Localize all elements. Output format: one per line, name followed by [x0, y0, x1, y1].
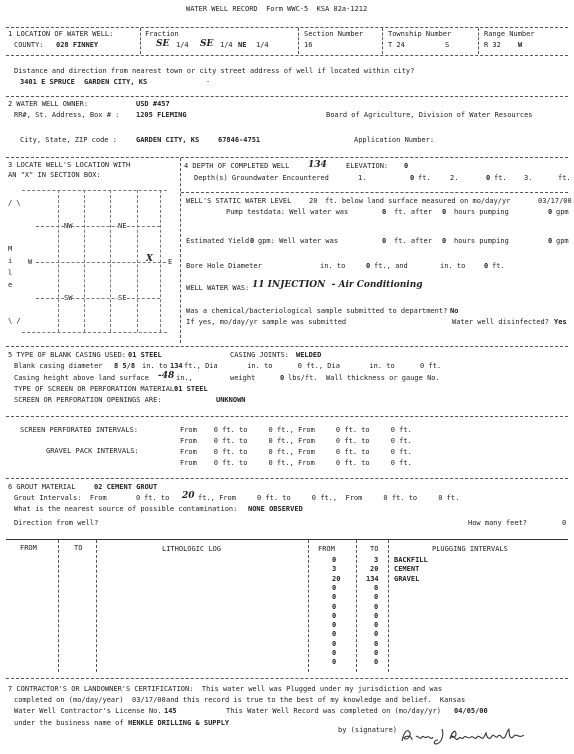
quarter1-value: SE — [156, 39, 170, 49]
plug-to-cell: 0 — [374, 630, 379, 639]
groundwater-2-num: 2. — [450, 174, 459, 182]
divider — [6, 96, 568, 97]
plug-from-cell: 3 — [332, 565, 337, 574]
signature — [398, 725, 538, 747]
owner-zip: 67846-4751 — [218, 136, 261, 144]
section-number-label: Section Number — [304, 30, 364, 38]
plug-to-cell: 3 — [374, 556, 379, 564]
quarter3-value: NE — [238, 41, 247, 49]
quarter2-value: SE — [200, 39, 214, 49]
groundwater-label: Depth(s) Groundwater Encountered — [194, 174, 329, 182]
address-dash: - — [206, 78, 211, 86]
bore-hole-label: Bore Hole Diameter — [186, 262, 262, 270]
lithologic-log-header: LITHOLOGIC LOG — [162, 545, 222, 553]
divider — [96, 540, 97, 672]
pump-test-after: ft. after — [394, 208, 432, 216]
static-water-date: 03/17/00 — [538, 197, 572, 205]
county-value: 028 FINNEY — [56, 41, 99, 49]
owner-label: 2 WATER WELL OWNER: — [8, 100, 89, 108]
divider — [356, 540, 357, 672]
record-completed-date: 04/05/00 — [454, 707, 488, 715]
divider — [6, 416, 568, 417]
yield-gpm-value: 0 — [548, 237, 553, 245]
certification-completed-label: completed on (mo/day/year) — [14, 696, 124, 704]
plug-from-header: FROM — [318, 545, 335, 553]
chemical-sample-label: Was a chemical/bacteriological sample submitted to department? — [186, 307, 448, 315]
divider — [308, 540, 309, 672]
pump-test-hours-label: hours pumping — [454, 208, 509, 216]
compass-slash-top: / \ — [8, 199, 21, 207]
grout-rest: ft., From 0 ft. to 0 ft., From 0 ft. to 0 ft. — [198, 494, 460, 502]
quarter1-suffix: 1/4 — [176, 41, 189, 49]
plug-from-cell: 0 — [332, 639, 337, 648]
locate-label-line1: 3 LOCATE WELL'S LOCATION WITH — [8, 161, 131, 169]
well-city: GARDEN CITY, KS — [84, 78, 148, 86]
section-box-bottom — [22, 332, 167, 333]
elevation-value: 0 — [404, 162, 409, 170]
divider — [388, 540, 389, 672]
divider — [6, 539, 568, 540]
plug-material-cell: GRAVEL — [394, 574, 420, 583]
interval-row: From 0 ft. to 0 ft., From 0 ft. to 0 ft. — [180, 448, 412, 456]
divider — [6, 55, 568, 56]
plugging-intervals-header: PLUGGING INTERVALS — [432, 545, 508, 553]
divider — [180, 158, 181, 343]
casing-weight-label: weight — [230, 374, 256, 382]
range-direction: W — [518, 41, 523, 49]
pump-test-gpm-unit: gpm — [556, 208, 569, 216]
interval-row: From 0 ft. to 0 ft., From 0 ft. to 0 ft. — [180, 459, 412, 467]
screen-material-label: TYPE OF SCREEN OR PERFORATION MATERIAL: — [14, 385, 179, 393]
quarter3-suffix: 1/4 — [256, 41, 269, 49]
application-number-label: Application Number: — [354, 136, 435, 144]
plug-material-cell: CEMENT — [394, 565, 420, 574]
plug-from-cell: 0 — [332, 630, 337, 639]
certification-line1: 7 CONTRACTOR'S OR LANDOWNER'S CERTIFICATION: This water well was Plugged under my jurisdiction and was — [8, 685, 443, 693]
groundwater-3-num: 3. — [524, 174, 533, 182]
mile-label-l: l — [8, 269, 13, 277]
well-location-mark: X — [146, 254, 153, 264]
form-title: WATER WELL RECORD Form WWC-5 KSA 82a-1212 — [186, 5, 368, 13]
plug-from-cell: 0 — [332, 611, 337, 620]
section-box-grid — [36, 298, 160, 299]
record-completed-label: This Water Well Record was completed on (mo/day/yr) — [226, 707, 441, 715]
mile-label-m: M — [8, 245, 13, 253]
groundwater-2-unit: ft. — [494, 174, 507, 182]
pump-test-gpm-value: 0 — [548, 208, 553, 216]
casing-diameter-label: Blank casing diameter — [14, 362, 103, 370]
sw-label: SW — [64, 294, 73, 302]
casing-height-value: -48 — [158, 371, 175, 381]
grout-material-label: 6 GROUT MATERIAL — [8, 483, 76, 491]
city-state-zip-label: City, State, ZIP code : — [20, 136, 117, 144]
grout-from: 0 — [136, 494, 141, 502]
township-value: T 24 — [388, 41, 405, 49]
depth-label: 4 DEPTH OF COMPLETED WELL — [184, 162, 290, 170]
nw-label: NW — [64, 222, 73, 230]
screen-openings-label: SCREEN OR PERFORATION OPENINGS ARE: — [14, 396, 162, 404]
plug-to-cell: 0 — [374, 611, 379, 620]
signature-label: by (signature) — [338, 726, 398, 734]
divider — [6, 478, 568, 479]
range-label: Range Number — [484, 30, 535, 38]
groundwater-1-value: 0 — [410, 174, 415, 182]
plug-from-cell: 0 — [332, 593, 337, 602]
divider — [6, 678, 568, 679]
plug-from-cell: 0 — [332, 621, 337, 630]
bore-hole-ft-2: 0 — [484, 262, 489, 270]
casing-weight-rest: lbs/ft. Wall thickness or gauge No. — [288, 374, 440, 382]
grout-to-label: ft. to — [144, 494, 170, 502]
business-label: under the business name of — [14, 719, 124, 727]
plug-to-cell: 20 — [370, 565, 379, 574]
se-label: SE — [118, 294, 127, 302]
casing-joints-value: WELDED — [296, 351, 322, 359]
yield-hours: 0 — [442, 237, 447, 245]
section-box-grid — [58, 190, 59, 332]
township-label: Township Number — [388, 30, 452, 38]
sample-date-label: If yes, mo/day/yr sample was submitted — [186, 318, 347, 326]
static-water-label: WELL'S STATIC WATER LEVEL — [186, 197, 292, 205]
bore-hole-and: ft., and — [374, 262, 408, 270]
estimated-yield-rest: gpm: Well water was — [258, 237, 339, 245]
compass-slash-bottom: \ / — [8, 317, 21, 325]
casing-weight-value: 0 — [280, 374, 285, 382]
plug-from-cell: 0 — [332, 583, 337, 592]
plug-from-cell: 0 — [332, 556, 337, 564]
yield-gpm-unit: gpm — [556, 237, 569, 245]
divider — [181, 192, 568, 193]
owner-street: 1205 FLEMING — [136, 111, 187, 119]
street-label: RR#, St. Address, Box # : — [14, 111, 120, 119]
certification-line2-rest: and this record is true to the best of my knowledge and belief. Kansas — [166, 696, 466, 704]
east-label: E — [168, 258, 173, 266]
location-label: 1 LOCATION OF WATER WELL: — [8, 30, 114, 38]
gravel-intervals-label: GRAVEL PACK INTERVALS: — [46, 447, 139, 455]
divider — [6, 157, 568, 158]
disinfected-label: Water well disinfected? — [452, 318, 549, 326]
well-address: 3401 E SPRUCE — [20, 78, 75, 86]
pump-test-level: 0 — [382, 208, 387, 216]
plug-to-cell: 134 — [366, 574, 379, 583]
certification-completed-date: 03/17/00 — [132, 696, 166, 704]
yield-hours-label: hours pumping — [454, 237, 509, 245]
divider — [382, 28, 383, 54]
bore-hole-in-to: in. to — [320, 262, 346, 270]
bore-hole-ft: 0 — [366, 262, 371, 270]
section-box-grid — [84, 190, 85, 332]
yield-level: 0 — [382, 237, 387, 245]
estimated-yield-label: Estimated Yield — [186, 237, 250, 245]
plug-to-cell: 0 — [374, 583, 379, 592]
divider — [478, 28, 479, 54]
screen-intervals-label: SCREEN PERFORATED INTERVALS: — [20, 426, 139, 434]
bore-hole-in-to-2: in. to — [440, 262, 466, 270]
divider — [58, 540, 59, 672]
distance-label: Distance and direction from nearest town or city street address of well if located within city? — [14, 67, 415, 75]
depth-value: 134 — [308, 160, 327, 170]
license-value: 145 — [164, 707, 177, 715]
estimated-yield-value: 0 — [250, 237, 255, 245]
groundwater-1-unit: ft. — [418, 174, 431, 182]
groundwater-2-value: 0 — [486, 174, 491, 182]
owner-city: GARDEN CITY, KS — [136, 136, 200, 144]
log-from-header: FROM — [20, 544, 37, 552]
plug-to-cell: 0 — [374, 658, 379, 667]
locate-label-line2: AN "X" IN SECTION BOX: — [8, 171, 101, 179]
well-use-value: 11 INJECTION - Air Conditioning — [252, 280, 423, 290]
plug-to-cell: 0 — [374, 639, 379, 648]
screen-material-value: 01 STEEL — [174, 385, 208, 393]
contamination-label: What is the nearest source of possible contamination: — [14, 505, 238, 513]
mile-label-i: i — [8, 257, 13, 265]
disinfected-value: Yes — [554, 318, 567, 326]
casing-diameter-ft: 134 — [170, 362, 183, 370]
divider — [6, 346, 568, 347]
static-water-value: 20 — [309, 197, 318, 205]
elevation-label: ELEVATION: — [346, 162, 389, 170]
pump-test-hours: 0 — [442, 208, 447, 216]
screen-openings-value: UNKNOWN — [216, 396, 246, 404]
plug-to-cell: 0 — [374, 602, 379, 611]
board-label: Board of Agriculture, Division of Water Resources — [326, 111, 533, 119]
interval-row: From 0 ft. to 0 ft., From 0 ft. to 0 ft. — [180, 437, 412, 445]
grout-intervals-label: Grout Intervals: From — [14, 494, 107, 502]
range-value: R 32 — [484, 41, 501, 49]
section-box-grid — [36, 226, 160, 227]
casing-diameter-in-to: in. to — [142, 362, 168, 370]
casing-diameter-rest: ft., Dia in. to 0 ft., Dia in. to 0 ft. — [184, 362, 442, 370]
mile-label-e: e — [8, 281, 13, 289]
township-direction: S — [445, 41, 450, 49]
plug-from-cell: 0 — [332, 602, 337, 611]
pump-test-label: Pump testdata: Well water was — [226, 208, 349, 216]
owner-name: USD #457 — [136, 100, 170, 108]
casing-joints-label: CASING JOINTS: — [230, 351, 290, 359]
plug-from-cell: 0 — [332, 649, 337, 657]
plug-to-cell: 0 — [374, 593, 379, 602]
casing-type-value: 01 STEEL — [128, 351, 162, 359]
divider — [140, 28, 141, 54]
plug-material-cell: BACKFILL — [394, 556, 428, 564]
casing-type-label: 5 TYPE OF BLANK CASING USED: — [8, 351, 127, 359]
casing-height-label: Casing height above land surface — [14, 374, 149, 382]
contamination-value: NONE OBSERVED — [248, 505, 303, 513]
plug-to-header: TO — [370, 545, 379, 553]
plug-from-cell: 20 — [332, 574, 341, 583]
section-box-top — [22, 190, 167, 191]
plug-to-cell: 0 — [374, 621, 379, 630]
license-label: Water Well Contractor's License No. — [14, 707, 162, 715]
groundwater-1-num: 1. — [358, 174, 367, 182]
divider — [298, 28, 299, 54]
groundwater-3-unit: ft. — [558, 174, 571, 182]
west-label: W — [28, 258, 33, 266]
well-use-label: WELL WATER WAS: — [186, 284, 250, 292]
quarter2-suffix: 1/4 — [220, 41, 233, 49]
how-many-feet-value: 0 — [562, 519, 567, 527]
business-name: HENKLE DRILLING & SUPPLY — [128, 719, 230, 727]
section-box-grid — [160, 190, 161, 332]
direction-label: Direction from well? — [14, 519, 99, 527]
log-to-header: TO — [74, 544, 83, 552]
casing-height-unit: in., — [176, 374, 193, 382]
how-many-feet-label: How many feet? — [468, 519, 528, 527]
grout-material-value: 02 CEMENT GROUT — [94, 483, 158, 491]
interval-row: From 0 ft. to 0 ft., From 0 ft. to 0 ft. — [180, 426, 412, 434]
casing-diameter-value: 8 5/8 — [114, 362, 136, 370]
divider — [6, 27, 568, 28]
fraction-label: Fraction — [145, 30, 179, 38]
section-box-grid — [137, 190, 138, 332]
static-water-rest: ft. below land surface measured on mo/day/yr — [325, 197, 511, 205]
grout-to-value: 20 — [182, 491, 195, 501]
section-box-grid — [110, 190, 111, 332]
county-label: COUNTY: — [14, 41, 44, 49]
plug-to-cell: 0 — [374, 649, 379, 657]
ne-label: NE — [118, 222, 127, 230]
yield-after: ft. after — [394, 237, 432, 245]
plug-from-cell: 0 — [332, 658, 337, 667]
section-number-value: 16 — [304, 41, 313, 49]
chemical-sample-value: No — [450, 307, 459, 315]
bore-hole-ft-2-unit: ft. — [492, 262, 505, 270]
